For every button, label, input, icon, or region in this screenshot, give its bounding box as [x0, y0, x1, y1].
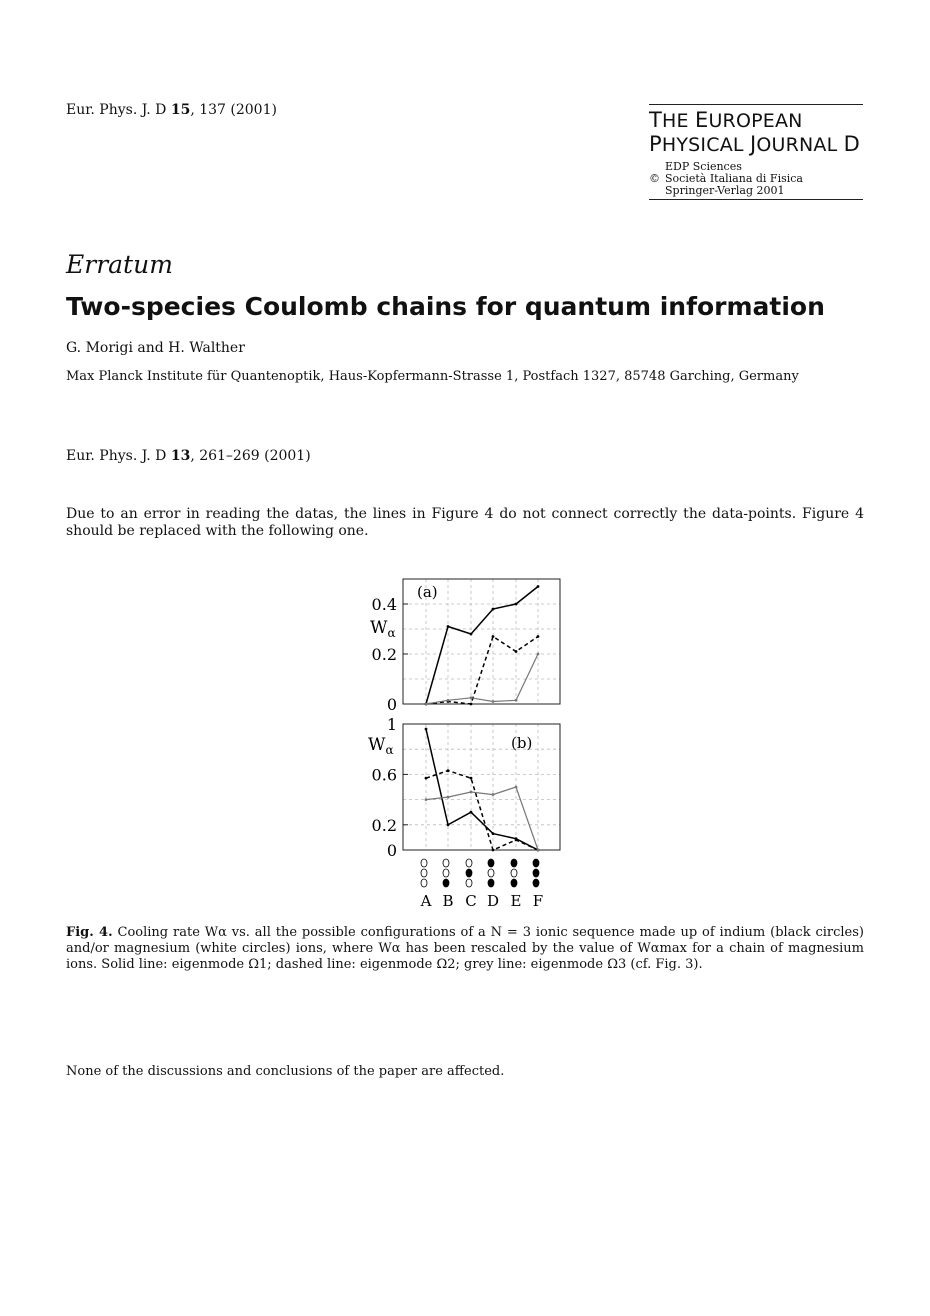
data-point	[470, 696, 473, 699]
x-category-label: A	[420, 892, 432, 910]
y-tick-label: 0.6	[371, 765, 397, 785]
data-point	[470, 811, 473, 814]
y-tick-label: 0	[386, 695, 397, 714]
data-point	[515, 699, 518, 702]
data-point	[447, 796, 450, 799]
header-citation: Eur. Phys. J. D 15, 137 (2001)	[66, 102, 277, 118]
data-point	[492, 793, 495, 796]
original-reference: Eur. Phys. J. D 13, 261–269 (2001)	[66, 448, 311, 464]
closing-paragraph: None of the discussions and conclusions of the paper are affected.	[66, 1064, 505, 1079]
data-point	[515, 603, 518, 606]
journal-name-line2: PHYSICAL JOURNAL D	[649, 132, 861, 156]
panel-label: (a)	[417, 583, 438, 601]
y-axis-label: $W_\alpha$	[368, 735, 394, 757]
copyright-icon: ©	[649, 172, 660, 185]
erratum-label: Erratum	[66, 250, 173, 279]
data-point	[425, 777, 428, 780]
data-point	[492, 700, 495, 703]
y-tick-label: 0.2	[371, 645, 397, 664]
indium-ion-icon	[533, 859, 539, 867]
magnesium-ion-icon	[511, 869, 517, 877]
series-line-2	[426, 771, 538, 850]
journal-name-line1: THE EUROPEAN	[649, 108, 803, 132]
data-point	[515, 650, 518, 653]
data-point	[515, 786, 518, 789]
x-category-label: D	[486, 892, 500, 910]
data-point	[537, 585, 540, 588]
figure-caption	[66, 925, 864, 973]
indium-ion-icon	[533, 869, 539, 877]
chart-panel-b	[368, 715, 560, 860]
magnesium-ion-icon	[421, 859, 427, 867]
data-point	[447, 769, 450, 772]
data-point	[425, 798, 428, 801]
y-tick-label: 0.4	[371, 595, 397, 614]
y-tick-label: 1	[386, 715, 397, 734]
data-point	[515, 839, 518, 842]
data-point	[425, 703, 428, 706]
x-category-label: B	[442, 892, 454, 910]
data-point	[447, 625, 450, 628]
indium-ion-icon	[443, 879, 449, 887]
y-tick-label: 0	[386, 841, 397, 860]
magnesium-ion-icon	[466, 879, 472, 887]
data-point	[537, 635, 540, 638]
authors: G. Morigi and H. Walther	[66, 340, 245, 356]
data-point	[470, 703, 473, 706]
x-category-label: C	[465, 892, 477, 910]
indium-ion-icon	[511, 859, 517, 867]
category-labels	[420, 892, 544, 910]
caption-text: Cooling rate Wα vs. all the possible configurations of a N = 3 ionic sequence made up of indium (black circles) and/or magnesium (white circles) ions, where Wα has been rescaled by the value of Wαmax for a chain of magnesium ions. Solid line: eigenmode Ω1; dashed line: eigenmode Ω2; grey line: eigenmode Ω3 (cf. Fig. 3).	[66, 925, 864, 972]
indium-ion-icon	[488, 859, 494, 867]
affiliation: Max Planck Institute für Quantenoptik, Haus-Kopfermann-Strasse 1, Postfach 1327, 85748 Garching, Germany	[66, 369, 799, 384]
x-category-label: F	[532, 892, 544, 910]
indium-ion-icon	[488, 879, 494, 887]
indium-ion-icon	[466, 869, 472, 877]
indium-ion-icon	[533, 879, 539, 887]
data-point	[492, 635, 495, 638]
y-axis-label: $W_\alpha$	[370, 618, 396, 640]
magnesium-ion-icon	[466, 859, 472, 867]
magnesium-ion-icon	[488, 869, 494, 877]
publisher-line1: EDP Sciences	[665, 160, 742, 173]
plot-frame	[403, 724, 560, 850]
data-point	[470, 791, 473, 794]
data-point	[470, 633, 473, 636]
indium-ion-icon	[511, 879, 517, 887]
body-paragraph: Due to an error in reading the datas, the lines in Figure 4 do not connect correctly the data-points. Figure 4 should be replaced with the following one.	[66, 506, 864, 539]
data-point	[537, 849, 540, 852]
x-category-label: E	[510, 892, 522, 910]
data-point	[470, 777, 473, 780]
publisher-line2: Società Italiana di Fisica	[665, 172, 803, 185]
magnesium-ion-icon	[421, 869, 427, 877]
magnesium-ion-icon	[443, 869, 449, 877]
data-point	[492, 608, 495, 611]
data-point	[447, 823, 450, 826]
data-point	[492, 832, 495, 835]
caption-label: Fig. 4.	[66, 925, 113, 940]
configuration-symbols	[421, 859, 539, 887]
paper-title: Two-species Coulomb chains for quantum information	[66, 292, 825, 321]
magnesium-ion-icon	[443, 859, 449, 867]
data-point	[447, 699, 450, 702]
publisher-line3: Springer-Verlag 2001	[665, 184, 785, 197]
data-point	[537, 653, 540, 656]
data-point	[425, 728, 428, 731]
chart-panel-a	[370, 579, 560, 714]
data-point	[492, 849, 495, 852]
y-tick-label: 0.2	[371, 815, 397, 835]
magnesium-ion-icon	[421, 879, 427, 887]
panel-label: (b)	[511, 734, 533, 752]
